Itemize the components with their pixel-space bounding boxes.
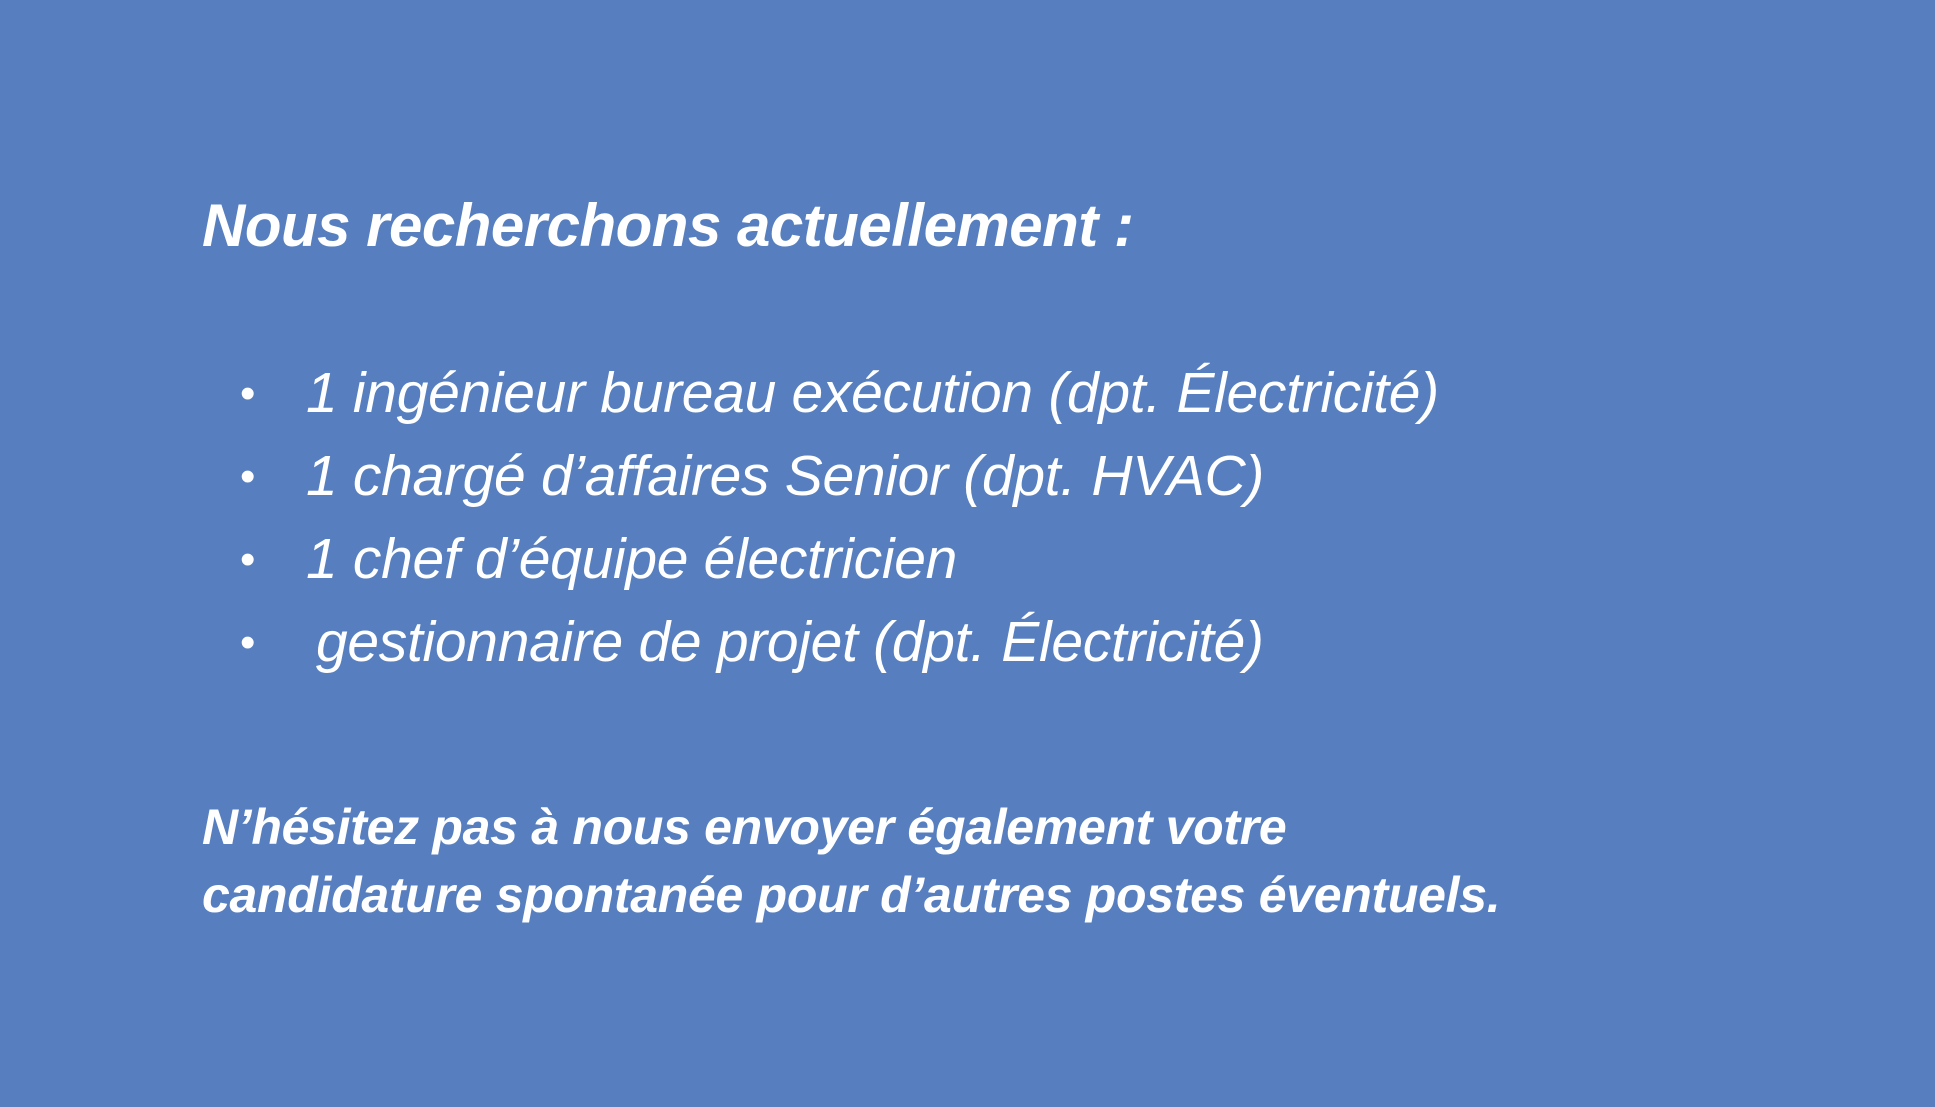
bullet-icon: • xyxy=(240,369,256,418)
job-title: 1 chef d’équipe électricien xyxy=(306,527,957,591)
spontaneous-application-note xyxy=(202,793,1802,929)
job-title: gestionnaire de projet (dpt. Électricité) xyxy=(316,610,1264,674)
slide-heading: Nous recherchons actuellement : xyxy=(202,192,1134,259)
bullet-icon: • xyxy=(240,452,256,501)
bullet-icon: • xyxy=(240,618,256,667)
closing-line-1: N’hésitez pas à nous envoyer également votre xyxy=(202,799,1287,855)
job-title: 1 chargé d’affaires Senior (dpt. HVAC) xyxy=(306,444,1265,508)
closing-line-2: candidature spontanée pour d’autres postes éventuels. xyxy=(202,867,1501,923)
bullet-icon: • xyxy=(240,535,256,584)
job-title: 1 ingénieur bureau exécution (dpt. Électricité) xyxy=(306,361,1439,425)
